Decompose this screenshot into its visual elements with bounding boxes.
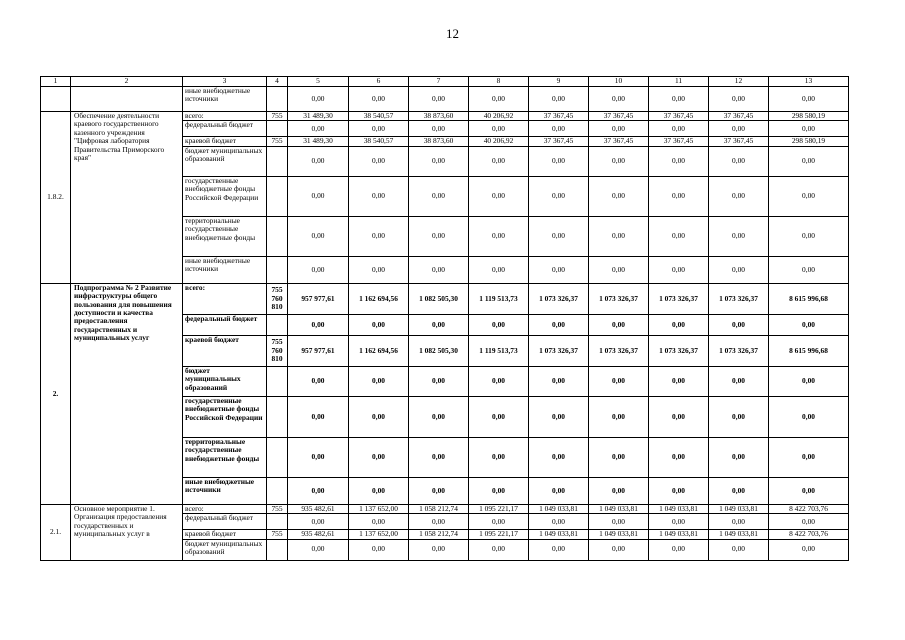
amount-cell: 0,00 [469, 216, 529, 256]
budget-code [267, 477, 288, 504]
amount-cell: 38 540,57 [349, 112, 409, 121]
amount-cell: 957 977,61 [288, 335, 349, 366]
amount-cell: 31 489,30 [288, 137, 349, 146]
section-name: Обеспечение деятельности краевого государственного казенного учреждения "Цифровая лаборатория Правительства Приморского края" [71, 112, 183, 284]
column-header: 9 [529, 77, 589, 87]
amount-cell: 8 615 996,68 [769, 335, 849, 366]
budget-code [267, 514, 288, 530]
funding-source: государственные внебюджетные фонды Российской Федерации [183, 176, 267, 216]
column-header: 12 [709, 77, 769, 87]
amount-cell: 0,00 [469, 514, 529, 530]
table-row [41, 87, 849, 112]
amount-cell: 1 095 221,17 [469, 504, 529, 513]
amount-cell: 37 367,45 [649, 137, 709, 146]
funding-source: федеральный бюджет [183, 514, 267, 530]
column-header: 6 [349, 77, 409, 87]
amount-cell: 0,00 [409, 477, 469, 504]
amount-cell: 0,00 [649, 366, 709, 396]
amount-cell: 0,00 [529, 256, 589, 283]
amount-cell: 0,00 [349, 176, 409, 216]
header-row [41, 77, 849, 87]
budget-code: 755 [267, 137, 288, 146]
amount-cell: 0,00 [709, 437, 769, 477]
amount-cell: 0,00 [288, 176, 349, 216]
budget-table [40, 76, 849, 561]
amount-cell: 1 073 326,37 [709, 283, 769, 314]
amount-cell: 0,00 [649, 539, 709, 560]
amount-cell: 1 162 694,56 [349, 283, 409, 314]
amount-cell: 0,00 [288, 314, 349, 335]
amount-cell: 0,00 [649, 396, 709, 437]
amount-cell: 0,00 [469, 539, 529, 560]
section-number: 2.1. [41, 504, 71, 560]
budget-code [267, 121, 288, 137]
amount-cell: 0,00 [529, 314, 589, 335]
amount-cell: 37 367,45 [649, 112, 709, 121]
amount-cell: 0,00 [288, 514, 349, 530]
funding-source: бюджет муниципальных образований [183, 366, 267, 396]
budget-code: 755 [267, 530, 288, 539]
budget-code [267, 314, 288, 335]
amount-cell: 40 206,92 [469, 137, 529, 146]
amount-cell: 0,00 [409, 87, 469, 112]
amount-cell: 0,00 [469, 146, 529, 176]
amount-cell: 0,00 [349, 121, 409, 137]
amount-cell: 0,00 [769, 121, 849, 137]
amount-cell: 0,00 [288, 396, 349, 437]
amount-cell: 0,00 [529, 437, 589, 477]
amount-cell: 0,00 [589, 539, 649, 560]
amount-cell: 37 367,45 [589, 112, 649, 121]
amount-cell: 0,00 [349, 314, 409, 335]
amount-cell: 957 977,61 [288, 283, 349, 314]
amount-cell: 0,00 [589, 176, 649, 216]
amount-cell: 0,00 [288, 366, 349, 396]
table-body [41, 77, 849, 561]
funding-source: всего: [183, 283, 267, 314]
amount-cell: 8 615 996,68 [769, 283, 849, 314]
funding-source: иные внебюджетные источники [183, 256, 267, 283]
amount-cell: 0,00 [349, 514, 409, 530]
funding-source: иные внебюджетные источники [183, 87, 267, 112]
amount-cell: 0,00 [409, 256, 469, 283]
column-header: 4 [267, 77, 288, 87]
amount-cell: 0,00 [769, 216, 849, 256]
amount-cell: 0,00 [469, 366, 529, 396]
amount-cell: 1 049 033,81 [589, 530, 649, 539]
amount-cell: 8 422 703,76 [769, 504, 849, 513]
amount-cell: 0,00 [589, 216, 649, 256]
amount-cell: 0,00 [709, 396, 769, 437]
amount-cell: 0,00 [469, 477, 529, 504]
amount-cell: 0,00 [349, 256, 409, 283]
amount-cell: 1 049 033,81 [529, 504, 589, 513]
budget-code [267, 256, 288, 283]
amount-cell: 1 119 513,73 [469, 335, 529, 366]
amount-cell: 0,00 [769, 314, 849, 335]
amount-cell: 31 489,30 [288, 112, 349, 121]
amount-cell: 0,00 [649, 437, 709, 477]
amount-cell: 0,00 [649, 121, 709, 137]
amount-cell: 1 049 033,81 [709, 504, 769, 513]
amount-cell: 0,00 [469, 437, 529, 477]
funding-source: краевой бюджет [183, 530, 267, 539]
amount-cell: 1 095 221,17 [469, 530, 529, 539]
amount-cell: 0,00 [409, 121, 469, 137]
amount-cell: 37 367,45 [529, 112, 589, 121]
amount-cell: 0,00 [409, 216, 469, 256]
amount-cell: 0,00 [529, 146, 589, 176]
funding-source: всего: [183, 112, 267, 121]
amount-cell: 0,00 [649, 314, 709, 335]
funding-source: бюджет муниципальных образований [183, 146, 267, 176]
amount-cell: 0,00 [469, 176, 529, 216]
amount-cell: 0,00 [409, 146, 469, 176]
amount-cell: 1 073 326,37 [649, 335, 709, 366]
amount-cell: 0,00 [589, 477, 649, 504]
column-header: 7 [409, 77, 469, 87]
amount-cell: 0,00 [589, 314, 649, 335]
amount-cell: 935 482,61 [288, 530, 349, 539]
amount-cell: 0,00 [349, 146, 409, 176]
amount-cell: 0,00 [589, 121, 649, 137]
amount-cell: 0,00 [649, 146, 709, 176]
amount-cell: 1 082 505,30 [409, 335, 469, 366]
budget-code [267, 176, 288, 216]
funding-source: иные внебюджетные источники [183, 477, 267, 504]
amount-cell: 0,00 [469, 121, 529, 137]
amount-cell: 0,00 [589, 396, 649, 437]
amount-cell: 0,00 [288, 256, 349, 283]
amount-cell: 1 058 212,74 [409, 530, 469, 539]
section-number [41, 87, 71, 112]
amount-cell: 38 873,60 [409, 112, 469, 121]
amount-cell: 1 073 326,37 [529, 335, 589, 366]
amount-cell: 1 082 505,30 [409, 283, 469, 314]
amount-cell: 0,00 [469, 256, 529, 283]
funding-source: бюджет муниципальных образований [183, 539, 267, 560]
amount-cell: 0,00 [589, 366, 649, 396]
amount-cell: 1 073 326,37 [589, 335, 649, 366]
funding-source: краевой бюджет [183, 137, 267, 146]
amount-cell: 0,00 [529, 514, 589, 530]
amount-cell: 0,00 [769, 477, 849, 504]
amount-cell: 0,00 [529, 121, 589, 137]
amount-cell: 0,00 [529, 216, 589, 256]
budget-code [267, 539, 288, 560]
amount-cell: 1 137 652,00 [349, 530, 409, 539]
amount-cell: 0,00 [288, 87, 349, 112]
section-name: Подпрограмма № 2 Развитие инфраструктуры общего пользования для повышения доступности и качества предоставления государственных и муниципальных услуг [71, 283, 183, 504]
funding-source: федеральный бюджет [183, 121, 267, 137]
amount-cell: 0,00 [529, 366, 589, 396]
amount-cell: 0,00 [409, 514, 469, 530]
amount-cell: 0,00 [709, 216, 769, 256]
amount-cell: 37 367,45 [589, 137, 649, 146]
amount-cell: 0,00 [709, 477, 769, 504]
table-row [41, 283, 849, 314]
amount-cell: 37 367,45 [709, 137, 769, 146]
amount-cell: 0,00 [469, 314, 529, 335]
amount-cell: 0,00 [769, 256, 849, 283]
amount-cell: 1 073 326,37 [529, 283, 589, 314]
amount-cell: 0,00 [529, 396, 589, 437]
amount-cell: 0,00 [769, 87, 849, 112]
amount-cell: 0,00 [529, 477, 589, 504]
amount-cell: 0,00 [288, 477, 349, 504]
amount-cell: 0,00 [649, 216, 709, 256]
amount-cell: 1 137 652,00 [349, 504, 409, 513]
amount-cell: 0,00 [349, 87, 409, 112]
amount-cell: 0,00 [409, 176, 469, 216]
amount-cell: 37 367,45 [529, 137, 589, 146]
budget-code [267, 146, 288, 176]
amount-cell: 0,00 [288, 121, 349, 137]
amount-cell: 0,00 [769, 437, 849, 477]
amount-cell: 0,00 [709, 87, 769, 112]
amount-cell: 0,00 [409, 396, 469, 437]
amount-cell: 0,00 [409, 539, 469, 560]
amount-cell: 0,00 [589, 514, 649, 530]
amount-cell: 0,00 [349, 366, 409, 396]
budget-code [267, 366, 288, 396]
amount-cell: 8 422 703,76 [769, 530, 849, 539]
amount-cell: 38 540,57 [349, 137, 409, 146]
budget-code [267, 396, 288, 437]
amount-cell: 0,00 [709, 146, 769, 176]
amount-cell: 0,00 [529, 539, 589, 560]
amount-cell: 0,00 [769, 539, 849, 560]
amount-cell: 1 073 326,37 [589, 283, 649, 314]
amount-cell: 0,00 [409, 314, 469, 335]
amount-cell: 0,00 [769, 366, 849, 396]
amount-cell: 40 206,92 [469, 112, 529, 121]
section-number: 2. [41, 283, 71, 504]
amount-cell: 1 119 513,73 [469, 283, 529, 314]
budget-code [267, 87, 288, 112]
column-header: 2 [71, 77, 183, 87]
section-name [71, 87, 183, 112]
funding-source: федеральный бюджет [183, 314, 267, 335]
amount-cell: 1 073 326,37 [649, 283, 709, 314]
amount-cell: 0,00 [649, 477, 709, 504]
funding-source: государственные внебюджетные фонды Российской Федерации [183, 396, 267, 437]
amount-cell: 0,00 [349, 216, 409, 256]
budget-code: 755 [267, 504, 288, 513]
amount-cell: 0,00 [769, 514, 849, 530]
amount-cell: 1 049 033,81 [529, 530, 589, 539]
funding-source: всего: [183, 504, 267, 513]
table-row [41, 504, 849, 513]
amount-cell: 0,00 [649, 514, 709, 530]
amount-cell: 0,00 [709, 314, 769, 335]
amount-cell: 1 162 694,56 [349, 335, 409, 366]
amount-cell: 37 367,45 [709, 112, 769, 121]
amount-cell: 1 058 212,74 [409, 504, 469, 513]
amount-cell: 0,00 [349, 396, 409, 437]
amount-cell: 0,00 [769, 396, 849, 437]
amount-cell: 0,00 [288, 437, 349, 477]
amount-cell: 0,00 [349, 437, 409, 477]
amount-cell: 0,00 [409, 366, 469, 396]
amount-cell: 298 580,19 [769, 112, 849, 121]
amount-cell: 0,00 [589, 437, 649, 477]
column-header: 10 [589, 77, 649, 87]
amount-cell: 0,00 [649, 176, 709, 216]
funding-source: территориальные государственные внебюджетные фонды [183, 437, 267, 477]
amount-cell: 0,00 [589, 256, 649, 283]
amount-cell: 0,00 [709, 366, 769, 396]
amount-cell: 0,00 [589, 87, 649, 112]
amount-cell: 0,00 [349, 477, 409, 504]
amount-cell: 0,00 [649, 256, 709, 283]
amount-cell: 0,00 [349, 539, 409, 560]
column-header: 1 [41, 77, 71, 87]
amount-cell: 1 073 326,37 [709, 335, 769, 366]
amount-cell: 0,00 [589, 146, 649, 176]
amount-cell: 0,00 [529, 87, 589, 112]
amount-cell: 1 049 033,81 [649, 504, 709, 513]
column-header: 13 [769, 77, 849, 87]
section-number: 1.8.2. [41, 112, 71, 284]
amount-cell: 1 049 033,81 [709, 530, 769, 539]
table-row [41, 112, 849, 121]
budget-code [267, 437, 288, 477]
amount-cell: 0,00 [288, 216, 349, 256]
amount-cell: 0,00 [288, 146, 349, 176]
amount-cell: 38 873,60 [409, 137, 469, 146]
section-name: Основное мероприятие 1. Организация предоставления государственных и муниципальных услуг в [71, 504, 183, 560]
budget-code [267, 216, 288, 256]
amount-cell: 0,00 [709, 176, 769, 216]
column-header: 5 [288, 77, 349, 87]
amount-cell: 0,00 [709, 514, 769, 530]
amount-cell: 0,00 [769, 176, 849, 216]
budget-code: 755 760 810 [267, 335, 288, 366]
amount-cell: 1 049 033,81 [649, 530, 709, 539]
amount-cell: 0,00 [529, 176, 589, 216]
amount-cell: 1 049 033,81 [589, 504, 649, 513]
amount-cell: 298 580,19 [769, 137, 849, 146]
column-header: 11 [649, 77, 709, 87]
amount-cell: 0,00 [649, 87, 709, 112]
amount-cell: 0,00 [288, 539, 349, 560]
column-header: 8 [469, 77, 529, 87]
amount-cell: 935 482,61 [288, 504, 349, 513]
amount-cell: 0,00 [409, 437, 469, 477]
amount-cell: 0,00 [769, 146, 849, 176]
column-header: 3 [183, 77, 267, 87]
budget-code: 755 760 810 [267, 283, 288, 314]
funding-source: территориальные государственные внебюджетные фонды [183, 216, 267, 256]
amount-cell: 0,00 [709, 121, 769, 137]
amount-cell: 0,00 [469, 87, 529, 112]
funding-source: краевой бюджет [183, 335, 267, 366]
page-number: 12 [446, 26, 459, 41]
amount-cell: 0,00 [709, 539, 769, 560]
budget-code: 755 [267, 112, 288, 121]
amount-cell: 0,00 [709, 256, 769, 283]
amount-cell: 0,00 [469, 396, 529, 437]
